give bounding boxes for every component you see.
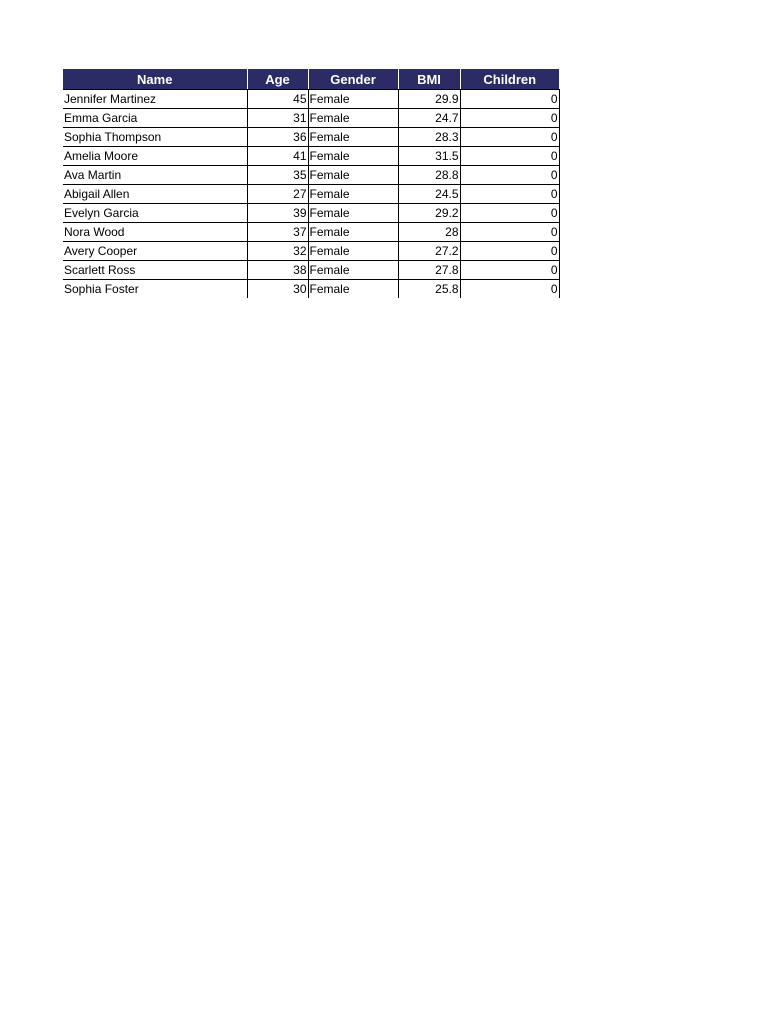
cell-age[interactable]: 32 <box>247 242 308 261</box>
cell-age[interactable]: 36 <box>247 128 308 147</box>
header-row <box>63 69 559 90</box>
cell-age[interactable]: 41 <box>247 147 308 166</box>
cell-name[interactable]: Evelyn Garcia <box>63 204 247 223</box>
cell-gender[interactable]: Female <box>308 147 398 166</box>
cell-name[interactable]: Avery Cooper <box>63 242 247 261</box>
table-row <box>63 204 559 223</box>
table-row <box>63 242 559 261</box>
table-row <box>63 90 559 109</box>
column-header-age[interactable]: Age <box>247 69 308 90</box>
cell-age[interactable]: 37 <box>247 223 308 242</box>
table-row <box>63 261 559 280</box>
cell-name[interactable]: Abigail Allen <box>63 185 247 204</box>
cell-gender[interactable]: Female <box>308 166 398 185</box>
cell-bmi[interactable]: 31.5 <box>398 147 460 166</box>
cell-children[interactable]: 0 <box>460 261 559 280</box>
cell-bmi[interactable]: 28.3 <box>398 128 460 147</box>
cell-name[interactable]: Scarlett Ross <box>63 261 247 280</box>
cell-children[interactable]: 0 <box>460 166 559 185</box>
cell-gender[interactable]: Female <box>308 242 398 261</box>
cell-children[interactable]: 0 <box>460 280 559 299</box>
cell-age[interactable]: 35 <box>247 166 308 185</box>
cell-age[interactable]: 30 <box>247 280 308 299</box>
table-row <box>63 166 559 185</box>
cell-age[interactable]: 27 <box>247 185 308 204</box>
cell-age[interactable]: 39 <box>247 204 308 223</box>
cell-children[interactable]: 0 <box>460 204 559 223</box>
column-header-name[interactable]: Name <box>63 69 247 90</box>
cell-name[interactable]: Nora Wood <box>63 223 247 242</box>
cell-name[interactable]: Sophia Foster <box>63 280 247 299</box>
cell-bmi[interactable]: 29.9 <box>398 90 460 109</box>
cell-bmi[interactable]: 27.8 <box>398 261 460 280</box>
cell-name[interactable]: Sophia Thompson <box>63 128 247 147</box>
table-row <box>63 185 559 204</box>
cell-children[interactable]: 0 <box>460 109 559 128</box>
cell-children[interactable]: 0 <box>460 185 559 204</box>
cell-children[interactable]: 0 <box>460 147 559 166</box>
cell-bmi[interactable]: 28.8 <box>398 166 460 185</box>
cell-children[interactable]: 0 <box>460 90 559 109</box>
cell-children[interactable]: 0 <box>460 128 559 147</box>
cell-bmi[interactable]: 25.8 <box>398 280 460 299</box>
table-body <box>63 90 559 299</box>
column-header-gender[interactable]: Gender <box>308 69 398 90</box>
cell-name[interactable]: Ava Martin <box>63 166 247 185</box>
cell-bmi[interactable]: 24.5 <box>398 185 460 204</box>
cell-gender[interactable]: Female <box>308 280 398 299</box>
cell-age[interactable]: 38 <box>247 261 308 280</box>
table-row <box>63 128 559 147</box>
table-row <box>63 223 559 242</box>
cell-gender[interactable]: Female <box>308 223 398 242</box>
column-header-children[interactable]: Children <box>460 69 559 90</box>
cell-gender[interactable]: Female <box>308 109 398 128</box>
cell-age[interactable]: 45 <box>247 90 308 109</box>
cell-bmi[interactable]: 27.2 <box>398 242 460 261</box>
cell-name[interactable]: Emma Garcia <box>63 109 247 128</box>
table-row <box>63 280 559 299</box>
cell-age[interactable]: 31 <box>247 109 308 128</box>
cell-gender[interactable]: Female <box>308 128 398 147</box>
table-row <box>63 109 559 128</box>
cell-children[interactable]: 0 <box>460 223 559 242</box>
cell-gender[interactable]: Female <box>308 204 398 223</box>
column-header-bmi[interactable]: BMI <box>398 69 460 90</box>
cell-name[interactable]: Amelia Moore <box>63 147 247 166</box>
table-row <box>63 147 559 166</box>
cell-gender[interactable]: Female <box>308 90 398 109</box>
cell-bmi[interactable]: 29.2 <box>398 204 460 223</box>
cell-bmi[interactable]: 24.7 <box>398 109 460 128</box>
cell-children[interactable]: 0 <box>460 242 559 261</box>
data-table <box>63 69 560 298</box>
cell-gender[interactable]: Female <box>308 185 398 204</box>
cell-bmi[interactable]: 28 <box>398 223 460 242</box>
cell-name[interactable]: Jennifer Martinez <box>63 90 247 109</box>
cell-gender[interactable]: Female <box>308 261 398 280</box>
